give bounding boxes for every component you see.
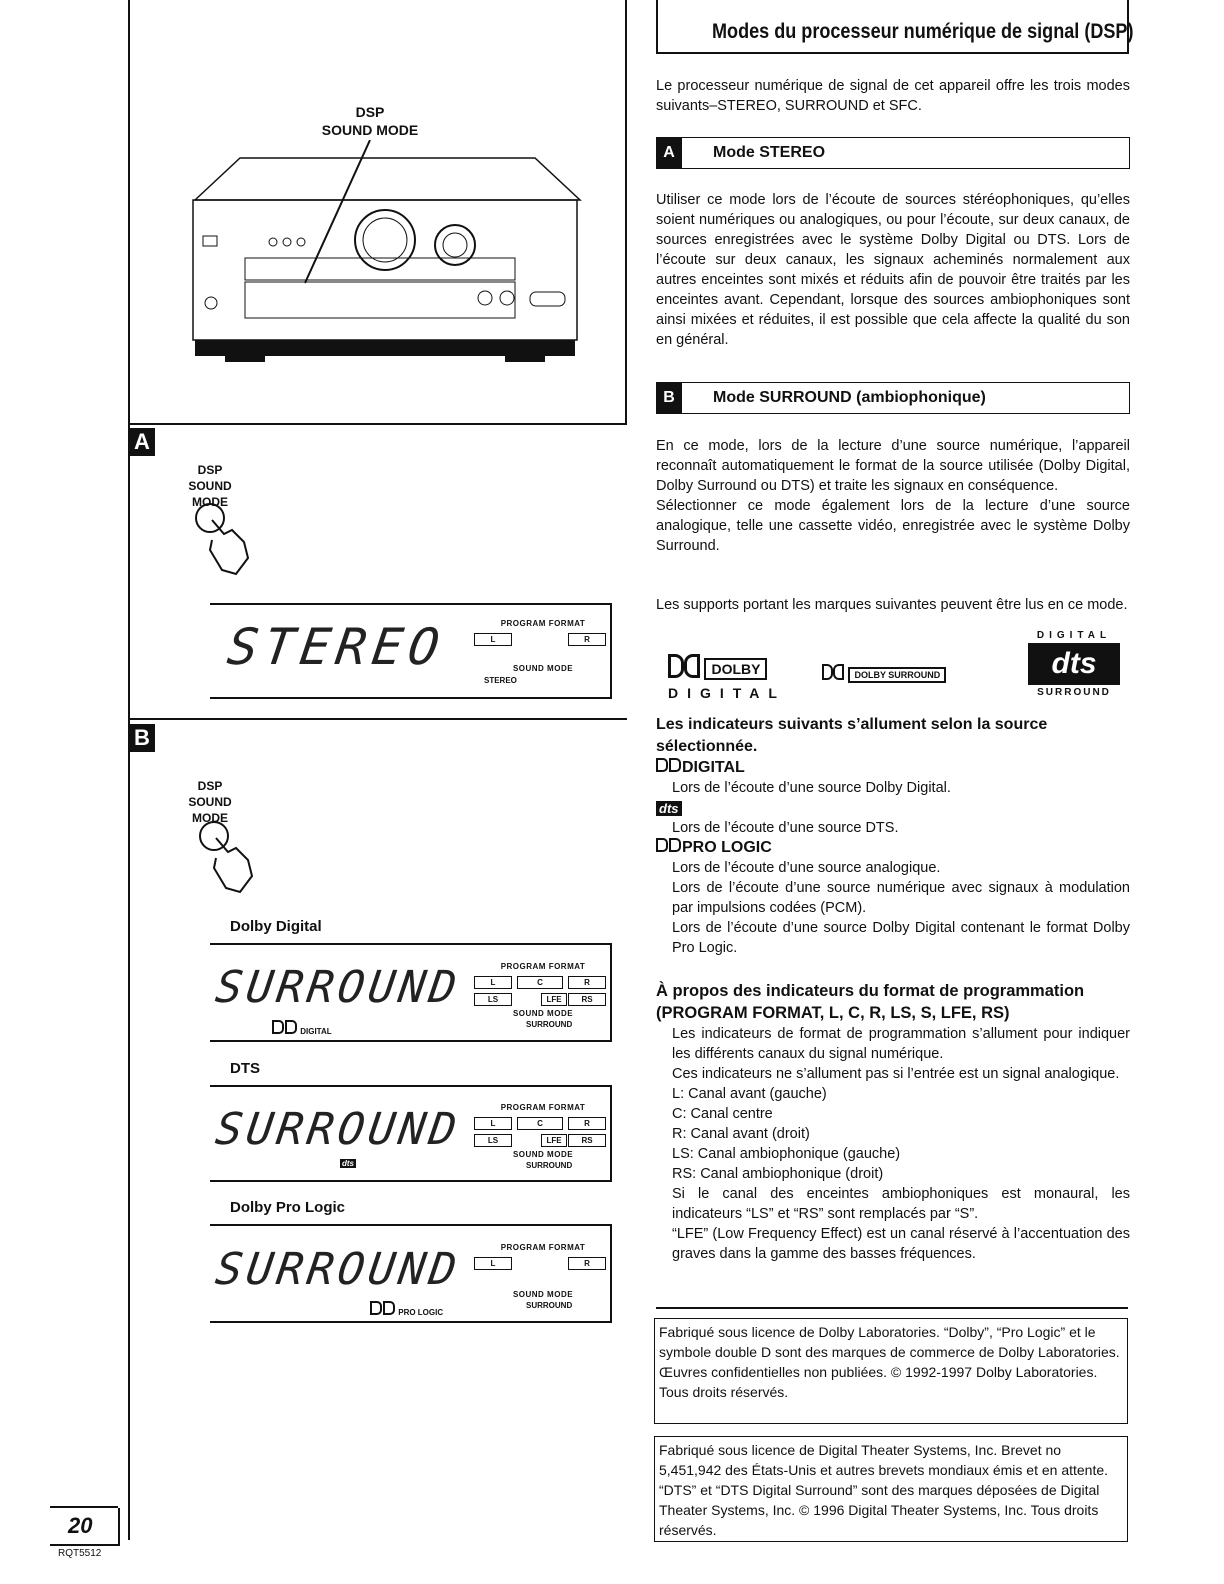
- panel-rule: [610, 1224, 612, 1322]
- program-format-label: PROGRAM FORMAT: [500, 1243, 586, 1252]
- channel-l-indicator: L: [474, 633, 512, 646]
- channel-definition: LS: Canal ambiophonique (gauche): [672, 1146, 901, 1162]
- mode-a-letter: A: [656, 137, 682, 169]
- illustration-right-border: [625, 0, 627, 425]
- mode-b-text: En ce mode, lors de la lecture d’une source numérique, l’appareil reconnaît automatiquement le format de la source utilisée (Dolby Digital, Dolby Surround ou DTS) et traite les signaux en conséquence. Sélectionner ce mode également lors de la lecture d’une source analogique, telle une cassette vidéo, enregistrée avec le système Dolby Surround.: [656, 438, 1130, 554]
- left-border: [128, 0, 130, 1540]
- lcd-display-stereo: STEREO: [223, 618, 449, 676]
- channel-definition: RS: Canal ambiophonique (droit): [672, 1166, 884, 1182]
- footer-rule: [118, 1508, 120, 1544]
- intro-paragraph: Le processeur numérique de signal de cet appareil offre les trois modes suivants–STEREO, SURROUND et SFC.: [656, 78, 1130, 114]
- sound-mode-label: SOUND MODE: [512, 1009, 574, 1018]
- program-format-heading-channels: (PROGRAM FORMAT, L, C, R, LS, S, LFE, RS): [656, 1004, 1010, 1022]
- press-button-icon: [196, 818, 260, 898]
- channel-ls-indicator: LS: [474, 1134, 512, 1147]
- pro-logic-indicator: PRO LOGIC: [370, 1301, 443, 1317]
- sound-mode-value: SURROUND: [526, 1161, 573, 1170]
- channel-r-indicator: R: [568, 976, 606, 989]
- mode-a-heading: [656, 137, 1130, 169]
- program-format-label: PROGRAM FORMAT: [500, 962, 586, 971]
- channel-l-indicator: L: [474, 1117, 512, 1130]
- dts-indicator-text: Lors de l’écoute d’une source DTS.: [672, 820, 899, 836]
- channel-c-indicator: C: [517, 976, 563, 989]
- panel-a-right: [610, 603, 612, 698]
- panel-rule: [210, 1224, 612, 1226]
- mode-b-label: Mode SURROUND (ambiophonique): [713, 389, 986, 406]
- dolby-dd-icon: [656, 839, 682, 856]
- prologic-indicator-text: Lors de l’écoute d’une source Dolby Digital contenant le format Dolby Pro Logic.: [672, 920, 1130, 956]
- channel-r-indicator: R: [568, 1117, 606, 1130]
- lcd-display-surround: SURROUND: [212, 1104, 464, 1155]
- sound-mode-label: SOUND MODE: [512, 1290, 574, 1299]
- prologic-indicator-text: Lors de l’écoute d’une source analogique.: [672, 860, 941, 876]
- mode-a-label: Mode STEREO: [713, 144, 826, 161]
- panel-rule: [210, 943, 612, 945]
- panel-title-dts: DTS: [230, 1060, 260, 1077]
- channel-ls-indicator: LS: [474, 993, 512, 1006]
- dts-indicator: dts: [342, 1159, 354, 1168]
- panel-rule: [610, 943, 612, 1041]
- mode-b-heading: [656, 382, 1130, 414]
- digital-indicator-label: DIGITAL: [656, 758, 1130, 778]
- footer-rule: [50, 1544, 120, 1546]
- dolby-digital-indicator: DIGITAL: [272, 1020, 332, 1036]
- document-code: RQT5512: [58, 1548, 102, 1559]
- dolby-dd-icon: [285, 1020, 297, 1034]
- panel-rule: [210, 1085, 612, 1087]
- page-title: Modes du processeur numérique de signal (DSP): [712, 20, 1134, 43]
- panel-a-bottom: [210, 697, 612, 699]
- lcd-display-surround: SURROUND: [212, 962, 464, 1013]
- indicators-heading: Les indicateurs suivants s’allument selon la source sélectionnée.: [656, 716, 1048, 755]
- mode-a-text: Utiliser ce mode lors de l’écoute de sources stéréophoniques, qu’elles soient numériques ou analogiques, ou pour l’écoute, sur deux canaux, de sources enregistrées avec le système Dolby Digital ou DTS. Lors de l’écoute sur deux canaux, les signaux acheminés normalement aux autres enceintes sont mixés et réduits afin de pouvoir être traités par les enceintes avant. Cependant, lorsque des sources ambiophoniques sont ainsi mixées et réduites, il est possible que cela affecte la qualité du son en général.: [656, 192, 1130, 348]
- lcd-display-surround: SURROUND: [212, 1244, 464, 1295]
- section-b-tag: B: [129, 724, 155, 752]
- channel-l-indicator: L: [474, 1257, 512, 1270]
- sound-mode-label: SOUND MODE: [512, 664, 574, 673]
- dolby-dd-icon: [370, 1301, 382, 1315]
- program-format-text: Si le canal des enceintes ambiophoniques est monaural, les indicateurs “LS” et “RS” sont remplacés par “S”.: [672, 1186, 1130, 1222]
- title-frame: [656, 52, 1129, 54]
- press-button-icon: [192, 500, 256, 580]
- channel-r-indicator: R: [568, 1257, 606, 1270]
- supports-text: Les supports portant les marques suivantes peuvent être lus en ce mode.: [656, 597, 1128, 613]
- program-format-label: PROGRAM FORMAT: [500, 1103, 586, 1112]
- panel-rule: [210, 1040, 612, 1042]
- sound-mode-label: SOUND MODE: [512, 1150, 574, 1159]
- dolby-dd-icon: [668, 654, 700, 683]
- channel-l-indicator: L: [474, 976, 512, 989]
- channel-lfe-indicator: LFE: [541, 1134, 567, 1147]
- section-a-tag: A: [129, 428, 155, 456]
- prologic-indicator-label: PRO LOGIC: [656, 838, 1130, 858]
- dolby-digital-logo: DOLBY DIGITAL: [668, 654, 786, 701]
- panel-rule: [210, 1180, 612, 1182]
- dts-license-notice: Fabriqué sous licence de Digital Theater Systems, Inc. Brevet no 5,451,942 des États-Unis et autres brevets mondiaux émis et en attente. “DTS” et “DTS Digital Surround” sont des marques déposées de Digital Theater Systems, Inc. © 1996 Digital Theater Systems, Inc. Tous droits réservés.: [654, 1436, 1128, 1542]
- dolby-dd-icon: [822, 664, 844, 685]
- receiver-dsp-label: DSP SOUND MODE: [321, 104, 419, 138]
- panel-title-dolby-digital: Dolby Digital: [230, 918, 322, 935]
- sound-mode-value: SURROUND: [526, 1301, 573, 1310]
- title-frame: [656, 0, 658, 52]
- panel-a-top: [210, 603, 612, 605]
- dolby-dd-icon: [656, 759, 682, 776]
- page-number: 20: [68, 1513, 93, 1538]
- program-format-text: “LFE” (Low Frequency Effect) est un canal réservé à l’accentuation des graves dans la gamme des basses fréquences.: [672, 1226, 1130, 1262]
- prologic-indicator-text: Lors de l’écoute d’une source numérique avec signaux à modulation par impulsions codées (PCM).: [672, 880, 1130, 916]
- dolby-dd-icon: [383, 1301, 395, 1315]
- section-rule: [656, 1307, 1128, 1309]
- section-b-rule: [128, 718, 627, 720]
- channel-rs-indicator: RS: [568, 993, 606, 1006]
- dolby-license-notice: Fabriqué sous licence de Dolby Laboratories. “Dolby”, “Pro Logic” et le symbole double D sont des marques de commerce de Dolby Laboratories. Œuvres confidentielles non publiées. © 1992-1997 Dolby Laboratories. Tous droits réservés.: [654, 1318, 1128, 1424]
- footer-rule: [50, 1506, 118, 1508]
- channel-definition: L: Canal avant (gauche): [672, 1086, 827, 1102]
- program-format-text: Ces indicateurs ne s’allument pas si l’entrée est un signal analogique.: [672, 1066, 1120, 1082]
- mode-b-letter: B: [656, 382, 682, 414]
- dts-indicator-label: dts: [656, 800, 1130, 818]
- dolby-surround-logo: DOLBY SURROUND: [822, 664, 946, 685]
- channel-rs-indicator: RS: [568, 1134, 606, 1147]
- channel-definition: C: Canal centre: [672, 1106, 773, 1122]
- digital-indicator-text: Lors de l’écoute d’une source Dolby Digital.: [672, 780, 951, 796]
- program-format-text: Les indicateurs de format de programmation s’allument pour indiquer les différents canaux du signal numérique.: [672, 1026, 1130, 1062]
- indicators-section: [656, 714, 1130, 958]
- dolby-dd-icon: [272, 1020, 284, 1034]
- sound-mode-value: SURROUND: [526, 1020, 573, 1029]
- channel-lfe-indicator: LFE: [541, 993, 567, 1006]
- receiver-illustration: [185, 140, 585, 365]
- illustration-bottom-border: [128, 423, 627, 425]
- dts-surround-logo: DIGITAL dts SURROUND: [1028, 630, 1120, 698]
- sound-mode-value: STEREO: [484, 676, 517, 685]
- channel-r-indicator: R: [568, 633, 606, 646]
- panel-rule: [610, 1085, 612, 1181]
- program-format-heading: À propos des indicateurs du format de programmation: [656, 982, 1085, 1000]
- channel-definition: R: Canal avant (droit): [672, 1126, 810, 1142]
- channel-c-indicator: C: [517, 1117, 563, 1130]
- section-a-dsp-label: DSP SOUND MODE: [188, 463, 232, 509]
- panel-rule: [210, 1321, 612, 1323]
- program-format-label: PROGRAM FORMAT: [500, 619, 586, 628]
- program-format-section: [656, 980, 1130, 1264]
- panel-title-dolby-pro-logic: Dolby Pro Logic: [230, 1199, 346, 1216]
- section-b-dsp-label: DSP SOUND MODE: [188, 779, 232, 825]
